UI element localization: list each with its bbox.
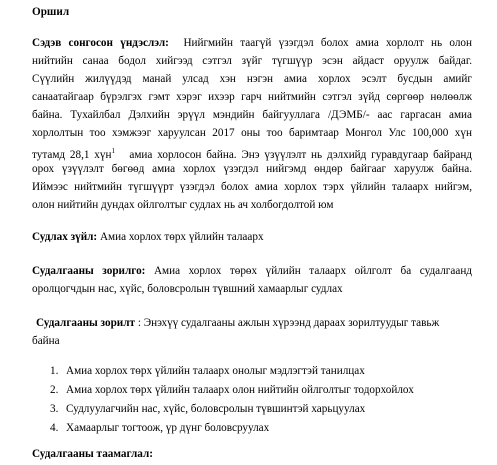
list-item: 1. Амиа хорлох төрх үйлийн талаарх онолыг мэдлэгтэй танилцах <box>50 365 365 377</box>
goal-label: Судалгааны зорилго: <box>32 265 146 277</box>
intro-line-3: Сүүлийн жилүүдэд манай улсад хэн нэгэн амиа хорлох эсэлт бусдын амийг <box>32 73 472 85</box>
intro-label: Сэдэв сонгосон үндэслэл: <box>32 37 169 49</box>
list-item: 3. Судлуулагчийн нас, хүйс, боловсролын түвшинтэй харьцуулах <box>50 403 366 415</box>
intro-line-2: нийтийн санаа бодол хийгээд сэтгэл зүйг түгшүүр эсэн айдаст оруулж байдаг. <box>32 55 472 67</box>
list-item: 2. Амиа хорлох төрх үйлийн талаарх олон нийтийн ойлголтыг тодорхойлох <box>50 384 414 396</box>
intro-line-1: Сэдэв сонгосон үндэслэл: Нийгмийн таагүй үзэгдэл болох амиа хорлолт нь олон <box>32 37 472 49</box>
footnote-ref[interactable]: 1 <box>111 147 115 155</box>
intro-line-8: орох үзүүлэлт бөгөөд амиа хорлох үзэгдэл нийгэмд өндөр байгааг харуулж байна. <box>32 163 472 175</box>
goal-line-1: Судалгааны зорилго: Амиа хорлох төрөх үйлийн талаарх ойлголт ба судалгаанд <box>32 265 472 277</box>
intro-line-6: хорлолтын тоо хэмжээг харуулсан 2017 оны тоо баримтаар Монгол Улс 100,000 хүн <box>32 127 472 139</box>
page-heading: Оршил <box>32 6 70 18</box>
intro-line-7: тутамд 28,1 хүн$^1$ амиа хорлосон байна. Энэ үзүүлэлт нь дэлхийд гуравдугаар байранд <box>32 147 472 161</box>
objective-line-2: байна <box>32 335 60 347</box>
intro-line-10: олон нийтийн дундах ойлголтыг судлах нь ач холбогдолтой юм <box>32 199 334 211</box>
intro-line-5: байна. Тухайлбал Дэлхийн эрүүл мэндийн байгууллага /ДЭМБ/- аас гаргасан амиа <box>32 109 472 121</box>
intro-line-9: Иймээс нийтмийн түгшүүрт үзэгдэл болох амиа хорлох тэрх үйлийн талаарх нийгэм, <box>32 181 472 193</box>
objective-label: Судалгааны зорилт <box>36 317 136 329</box>
list-item: 4. Хамаарлыг тогтоож, үр дүнг боловсруулах <box>50 422 270 434</box>
subject-label: Судлах зүйл: <box>32 231 98 243</box>
subject-line: Судлах зүйл: Амиа хорлох төрх үйлийн талаарх <box>32 231 264 243</box>
hypothesis-label: Судалгааны таамаглал: <box>32 448 154 460</box>
goal-line-2: оролцогчдын нас, хүйс, боловсролын түвшний хамаарлыг судлах <box>32 283 343 295</box>
objective-line-1: Судалгааны зорилт : Энэхүү судалгааны ажлын хүрээнд дараах зорилтуудыг тавьж <box>36 317 440 329</box>
intro-line-4: санаатайгаар бүрэлгэх гэмт хэрэг ихээр гарч нийтмийн сэтгэл зүйд сөргөөр нөлөөлж <box>32 91 472 103</box>
